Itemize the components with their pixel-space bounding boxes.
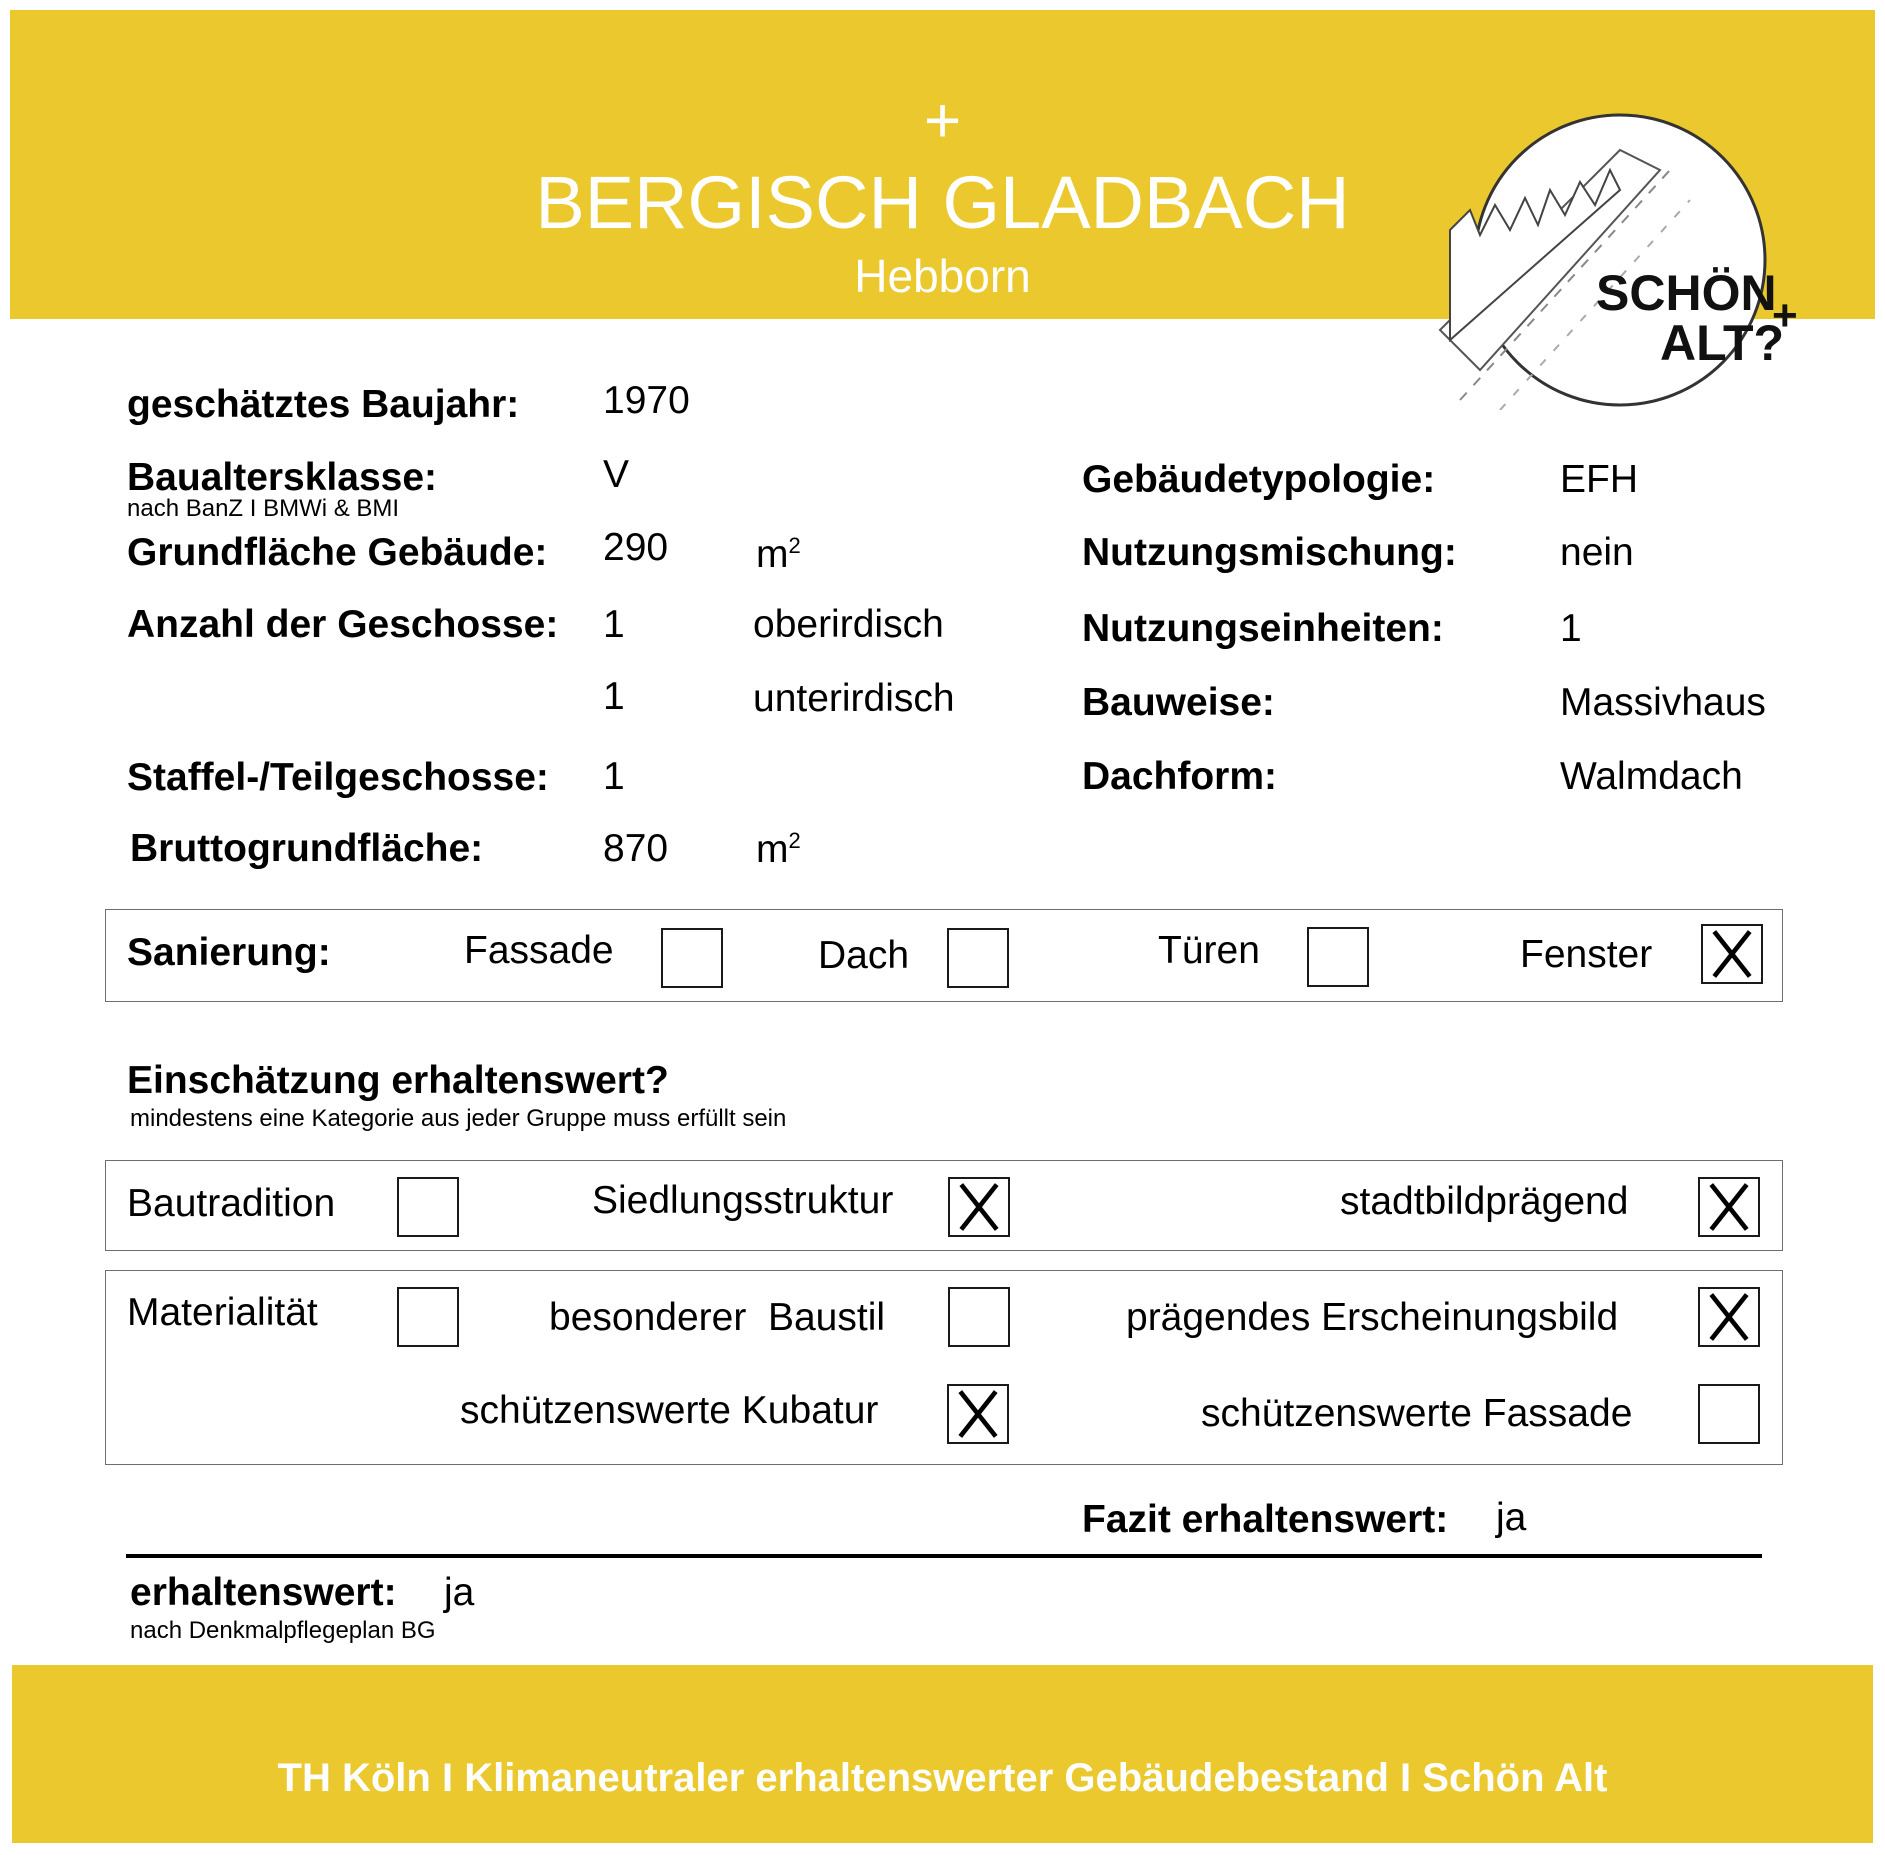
typologie-label: Gebäudetypologie: [1082, 458, 1436, 501]
besonderer-baustil-label: besonderer Baustil [549, 1296, 886, 1339]
baujahr-label: geschätztes Baujahr: [127, 383, 520, 426]
sanierung-dach-label: Dach [818, 934, 910, 977]
grundflaeche-value: 290 [603, 526, 669, 569]
geschosse-unterirdisch-value: 1 [603, 675, 625, 718]
logo-text-alt: ALT? [1660, 315, 1785, 371]
baujahr-value: 1970 [603, 379, 690, 422]
sanierung-label: Sanierung: [127, 931, 331, 974]
bautradition-checkbox[interactable] [397, 1177, 459, 1237]
grundflaeche-label: Grundfläche Gebäude: [127, 531, 548, 574]
schuetzenswerte-kubatur-label: schützenswerte Kubatur [460, 1389, 879, 1432]
sanierung-tueren-checkbox[interactable] [1307, 927, 1369, 987]
x-mark-icon [1703, 926, 1761, 982]
bauweise-label: Bauweise: [1082, 681, 1275, 724]
nutzungsmischung-value: nein [1560, 531, 1634, 574]
baualtersklasse-label: Baualtersklasse: [127, 456, 438, 499]
schoen-alt-logo [1420, 110, 1810, 410]
schuetzenswerte-kubatur-checkbox[interactable] [947, 1384, 1009, 1444]
dachform-label: Dachform: [1082, 755, 1278, 798]
besonderer-baustil-checkbox[interactable] [948, 1287, 1010, 1347]
baualtersklasse-note: nach BanZ I BMWi & BMI [127, 495, 400, 522]
staffel-value: 1 [603, 755, 625, 798]
schuetzenswerte-fassade-checkbox[interactable] [1698, 1384, 1760, 1444]
logo-graphic [1420, 110, 1810, 410]
bgf-unit: $m^2$ [756, 828, 801, 871]
staffel-label: Staffel-/Teilgeschosse: [127, 756, 549, 799]
geschosse-oberirdisch-value: 1 [603, 603, 625, 646]
sanierung-fassade-checkbox[interactable] [661, 928, 723, 988]
fazit-label: Fazit erhaltenswert: [1082, 1498, 1449, 1541]
stadtbildpraegend-label: stadtbildprägend [1340, 1180, 1629, 1223]
bgf-label: Bruttogrundfläche: [130, 827, 484, 870]
schuetzenswerte-fassade-label: schützenswerte Fassade [1201, 1392, 1633, 1435]
materialitaet-label: Materialität [127, 1291, 318, 1334]
bgf-value: 870 [603, 827, 669, 870]
nutzungseinheiten-label: Nutzungseinheiten: [1082, 607, 1444, 650]
denkmal-note: nach Denkmalpflegeplan BG [130, 1617, 436, 1644]
denkmal-label: erhaltenswert: [130, 1571, 397, 1614]
materialitaet-checkbox[interactable] [397, 1287, 459, 1347]
siedlungsstruktur-label: Siedlungsstruktur [592, 1179, 894, 1222]
x-mark-icon [949, 1386, 1007, 1442]
nutzungseinheiten-value: 1 [1560, 607, 1582, 650]
geschosse-oberirdisch-unit: oberirdisch [753, 603, 944, 646]
denkmal-value: ja [444, 1571, 475, 1614]
sanierung-tueren-label: Türen [1158, 929, 1260, 972]
einschaetzung-title: Einschätzung erhaltenswert? [127, 1059, 669, 1102]
footer-band [12, 1665, 1873, 1843]
footer-text: TH Köln I Klimaneutraler erhaltenswerter Gebäudebestand I Schön Alt [277, 1756, 1608, 1800]
sanierung-dach-checkbox[interactable] [947, 928, 1009, 988]
siedlungsstruktur-checkbox[interactable] [948, 1177, 1010, 1237]
bautradition-label: Bautradition [127, 1182, 336, 1225]
geschosse-unterirdisch-unit: unterirdisch [753, 677, 955, 720]
fazit-value: ja [1496, 1496, 1527, 1539]
sanierung-fassade-label: Fassade [464, 929, 614, 972]
x-mark-icon [1700, 1289, 1758, 1345]
x-mark-icon [1700, 1179, 1758, 1235]
grundflaeche-unit: $m^2$ [756, 533, 801, 576]
baualtersklasse-value: V [603, 453, 630, 496]
x-mark-icon [950, 1179, 1008, 1235]
stadtbildpraegend-checkbox[interactable] [1698, 1177, 1760, 1237]
nutzungsmischung-label: Nutzungsmischung: [1082, 531, 1457, 574]
page-title: BERGISCH GLADBACH [535, 161, 1350, 244]
praegendes-erscheinungsbild-label: prägendes Erscheinungsbild [1126, 1296, 1619, 1339]
typologie-value: EFH [1560, 458, 1638, 501]
header-plus-sign: + [923, 84, 962, 156]
geschosse-label: Anzahl der Geschosse: [127, 603, 559, 646]
logo-plus: + [1772, 291, 1798, 340]
bauweise-value: Massivhaus [1560, 681, 1766, 724]
einschaetzung-note: mindestens eine Kategorie aus jeder Gruppe muss erfüllt sein [130, 1105, 787, 1132]
sanierung-fenster-label: Fenster [1520, 933, 1653, 976]
dachform-value: Walmdach [1560, 755, 1743, 798]
page-subtitle: Hebborn [854, 250, 1031, 302]
divider-line [126, 1554, 1762, 1558]
sanierung-fenster-checkbox[interactable] [1701, 924, 1763, 984]
praegendes-erscheinungsbild-checkbox[interactable] [1698, 1287, 1760, 1347]
logo-text-schoen: SCHÖN [1596, 265, 1777, 321]
